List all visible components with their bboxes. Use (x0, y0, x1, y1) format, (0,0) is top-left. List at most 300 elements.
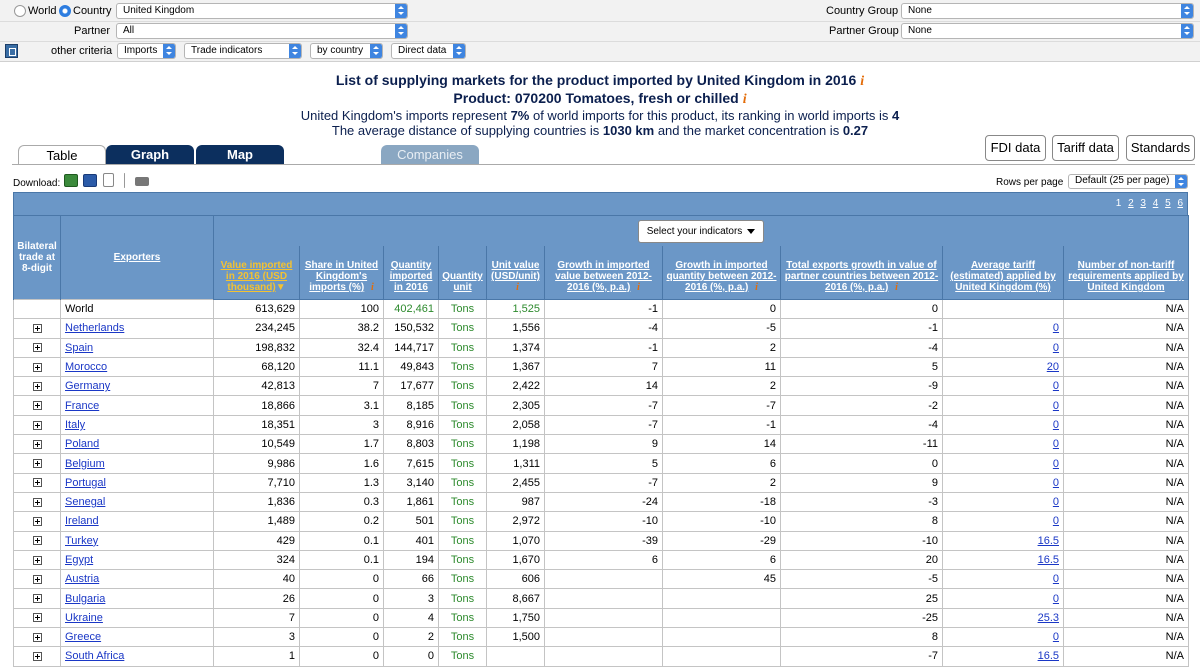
cell-unit: Tons (439, 319, 487, 338)
col-quantity[interactable] (384, 246, 439, 300)
cell-tariff[interactable]: 16.5 (943, 550, 1064, 569)
expand-cell[interactable] (14, 396, 61, 415)
expand-cell[interactable] (14, 608, 61, 627)
table-row (14, 647, 1189, 666)
expand-cell[interactable] (14, 357, 61, 376)
word-icon[interactable] (83, 174, 97, 187)
tariff-data-button[interactable]: Tariff data (1052, 135, 1119, 161)
cell-value: 7 (214, 608, 300, 627)
cell-exporter[interactable]: Egypt (61, 550, 214, 569)
title-text: List of supplying markets for the product imported by United Kingdom in 2016 (335, 72, 857, 88)
cell-gq: -7 (663, 396, 781, 415)
cell-te: -25 (781, 608, 943, 627)
expand-cell[interactable] (14, 492, 61, 511)
cell-gq (663, 608, 781, 627)
cell-gq: -29 (663, 531, 781, 550)
page-link[interactable]: 2 (1128, 198, 1134, 209)
cell-unit: Tons (439, 628, 487, 647)
cell-tariff[interactable]: 0 (943, 473, 1064, 492)
partner-group-value: None (908, 25, 932, 36)
table-row (14, 473, 1189, 492)
tab-map[interactable]: Map (196, 145, 284, 165)
expand-icon[interactable] (33, 382, 42, 391)
expand-cell[interactable] (14, 377, 61, 396)
select-arrow-icon (163, 43, 175, 59)
cell-unit: Tons (439, 550, 487, 569)
cell-unit: Tons (439, 435, 487, 454)
cell-value: 613,629 (214, 300, 300, 319)
cell-exporter[interactable]: Greece (61, 628, 214, 647)
pager-bar (13, 192, 1188, 216)
distance-text-mid: and the market concentration is (654, 123, 843, 138)
partner-group-select[interactable] (901, 23, 1194, 39)
cell-uv: 1,198 (487, 435, 545, 454)
cell-tariff[interactable]: 16.5 (943, 531, 1064, 550)
other-criteria-label: other criteria (51, 45, 113, 57)
cell-share: 7 (300, 377, 384, 396)
cell-qty: 8,916 (384, 415, 439, 434)
expand-icon[interactable] (33, 343, 42, 352)
rows-per-page (996, 177, 1063, 188)
expand-cell[interactable] (14, 415, 61, 434)
cell-value: 1 (214, 647, 300, 666)
cell-ntm: N/A (1064, 628, 1189, 647)
cell-uv: 1,311 (487, 454, 545, 473)
cell-uv: 2,455 (487, 473, 545, 492)
cell-tariff[interactable]: 0 (943, 454, 1064, 473)
distance-text-pre: The average distance of supplying countries is (331, 123, 603, 138)
qty-unit-header[interactable]: Quantity unit (442, 271, 483, 293)
expand-icon[interactable] (33, 556, 42, 565)
expand-icon[interactable] (33, 575, 42, 584)
cell-uv: 2,972 (487, 512, 545, 531)
col-growth-qty[interactable] (663, 246, 781, 300)
cell-exporter[interactable]: Germany (61, 377, 214, 396)
flow-select[interactable] (117, 43, 176, 59)
expand-cell[interactable] (14, 473, 61, 492)
toggle-panel-icon[interactable] (5, 44, 18, 58)
cell-gv: 5 (545, 454, 663, 473)
expand-icon[interactable] (33, 363, 42, 372)
cell-gv: -4 (545, 319, 663, 338)
expand-icon[interactable] (33, 613, 42, 622)
cell-ntm: N/A (1064, 377, 1189, 396)
table-row (14, 531, 1189, 550)
indicators-select[interactable] (184, 43, 302, 59)
bilateral-header: Bilateral trade at 8-digit (17, 241, 57, 274)
cell-tariff[interactable]: 0 (943, 415, 1064, 434)
table-row (14, 319, 1189, 338)
cell-exporter[interactable]: Spain (61, 338, 214, 357)
table-row (14, 377, 1189, 396)
col-exporters[interactable] (61, 216, 214, 300)
cell-unit: Tons (439, 608, 487, 627)
excel-icon[interactable] (64, 174, 78, 187)
table-row (14, 628, 1189, 647)
cell-ntm: N/A (1064, 589, 1189, 608)
cell-share: 0 (300, 628, 384, 647)
cell-exporter[interactable]: Bulgaria (61, 589, 214, 608)
cell-qty: 4 (384, 608, 439, 627)
cell-exporter[interactable]: Poland (61, 435, 214, 454)
expand-icon[interactable] (33, 517, 42, 526)
header-row-top (14, 216, 1189, 246)
country-radio[interactable] (59, 5, 71, 17)
cell-uv: 2,305 (487, 396, 545, 415)
cell-uv: 1,556 (487, 319, 545, 338)
cell-gv: 7 (545, 357, 663, 376)
cell-te: -7 (781, 647, 943, 666)
standards-button[interactable]: Standards (1126, 135, 1195, 161)
info-icon[interactable]: i (860, 74, 865, 89)
share-summary (0, 108, 1200, 123)
share-text-mid: of world imports for this product, its ranking in world imports is (529, 108, 893, 123)
page-link[interactable]: 6 (1177, 198, 1183, 209)
cell-tariff[interactable]: 20 (943, 357, 1064, 376)
cell-gv: -39 (545, 531, 663, 550)
expand-icon[interactable] (33, 324, 42, 333)
col-qty-unit[interactable] (439, 246, 487, 300)
cell-te: -4 (781, 338, 943, 357)
cell-exporter[interactable]: South Africa (61, 647, 214, 666)
cell-unit: Tons (439, 492, 487, 511)
cell-uv: 987 (487, 492, 545, 511)
cell-uv: 1,525 (487, 300, 545, 319)
cell-qty: 1,861 (384, 492, 439, 511)
cell-te: -1 (781, 319, 943, 338)
rows-per-page-select[interactable] (1068, 174, 1188, 189)
cell-tariff[interactable]: 16.5 (943, 647, 1064, 666)
world-label: World (28, 5, 57, 17)
cell-exporter[interactable]: Ukraine (61, 608, 214, 627)
expand-cell[interactable] (14, 435, 61, 454)
partner-label: Partner (74, 25, 111, 37)
col-non-tariff[interactable] (1064, 246, 1189, 300)
table-row (14, 415, 1189, 434)
by-select[interactable] (310, 43, 383, 59)
total-exports-header[interactable]: Total exports growth in value of partner countries between 2012-2016 (%, p.a.) (784, 260, 939, 293)
cell-qty: 2 (384, 628, 439, 647)
cell-tariff[interactable]: 0 (943, 492, 1064, 511)
expand-icon[interactable] (33, 440, 42, 449)
cell-qty: 8,185 (384, 396, 439, 415)
share-pct: 7% (510, 108, 530, 123)
value-header[interactable]: Value imported in 2016 (USD thousand) (220, 260, 293, 293)
expand-icon[interactable] (33, 421, 42, 430)
cell-ntm: N/A (1064, 396, 1189, 415)
cell-qty: 150,532 (384, 319, 439, 338)
page-link[interactable]: 1 (1115, 198, 1122, 209)
cell-gq: 45 (663, 570, 781, 589)
expand-icon[interactable] (33, 401, 42, 410)
cell-gq (663, 628, 781, 647)
cell-gq: 2 (663, 377, 781, 396)
table-row (14, 338, 1189, 357)
cell-share: 0 (300, 570, 384, 589)
cell-gv (545, 647, 663, 666)
cell-gq: 11 (663, 357, 781, 376)
cell-gq: -5 (663, 319, 781, 338)
cell-gv: -7 (545, 396, 663, 415)
cell-uv: 1,500 (487, 628, 545, 647)
expand-cell[interactable] (14, 319, 61, 338)
cell-te: 0 (781, 454, 943, 473)
info-icon[interactable]: i (895, 282, 898, 293)
download-label: Download: (13, 178, 61, 189)
table-row (14, 435, 1189, 454)
expand-cell[interactable] (14, 454, 61, 473)
cell-share: 1.3 (300, 473, 384, 492)
col-growth-value[interactable] (545, 246, 663, 300)
concentration-value: 0.27 (842, 123, 869, 138)
expand-cell[interactable] (14, 570, 61, 589)
tariff-header[interactable]: Average tariff (estimated) applied by United Kingdom (%) (950, 260, 1056, 293)
table-row (14, 512, 1189, 531)
cell-exporter[interactable]: Morocco (61, 357, 214, 376)
page-link[interactable]: 5 (1165, 198, 1171, 209)
cell-gq (663, 589, 781, 608)
col-unit-value[interactable] (487, 246, 545, 300)
select-arrow-icon (395, 23, 407, 39)
cell-tariff[interactable]: 0 (943, 570, 1064, 589)
page-title (0, 72, 1200, 90)
quantity-header[interactable]: Quantity imported in 2016 (389, 260, 433, 293)
cell-value: 9,986 (214, 454, 300, 473)
select-arrow-icon (1181, 23, 1193, 39)
cell-tariff[interactable]: 0 (943, 512, 1064, 531)
cell-gv: -1 (545, 300, 663, 319)
cell-uv: 2,422 (487, 377, 545, 396)
cell-te: 8 (781, 512, 943, 531)
world-radio[interactable] (14, 5, 26, 17)
cell-te: -2 (781, 396, 943, 415)
rows-per-page-value: Default (25 per page) (1075, 175, 1170, 186)
cell-qty: 144,717 (384, 338, 439, 357)
cell-exporter[interactable]: Portugal (61, 473, 214, 492)
cell-gv: -7 (545, 473, 663, 492)
cell-tariff[interactable]: 0 (943, 319, 1064, 338)
info-icon[interactable]: i (637, 282, 640, 293)
growth-qty-header[interactable]: Growth in imported quantity between 2012-2016 (%, p.a.) (666, 260, 777, 293)
cell-tariff[interactable]: 0 (943, 435, 1064, 454)
country-label: Country (73, 5, 112, 17)
cell-value: 10,549 (214, 435, 300, 454)
download-bar (13, 178, 60, 189)
cell-unit: Tons (439, 415, 487, 434)
expand-cell[interactable] (14, 338, 61, 357)
print-icon[interactable] (135, 177, 149, 186)
cell-gq: -18 (663, 492, 781, 511)
cell-exporter[interactable]: Turkey (61, 531, 214, 550)
cell-exporter[interactable]: Senegal (61, 492, 214, 511)
col-share[interactable] (300, 246, 384, 300)
fdi-data-button[interactable]: FDI data (985, 135, 1046, 161)
cell-ntm: N/A (1064, 608, 1189, 627)
cell-share: 0.3 (300, 492, 384, 511)
cell-te: -4 (781, 415, 943, 434)
col-bilateral (14, 216, 61, 300)
cell-qty: 8,803 (384, 435, 439, 454)
cell-tariff[interactable]: 25.3 (943, 608, 1064, 627)
cell-value: 198,832 (214, 338, 300, 357)
cell-uv: 1,670 (487, 550, 545, 569)
cell-value: 26 (214, 589, 300, 608)
info-icon[interactable]: i (371, 282, 374, 293)
tab-companies[interactable]: Companies (381, 145, 479, 165)
expand-icon[interactable] (33, 498, 42, 507)
cell-exporter[interactable]: Belgium (61, 454, 214, 473)
cell-unit: Tons (439, 357, 487, 376)
cell-te: 25 (781, 589, 943, 608)
cell-tariff[interactable]: 0 (943, 628, 1064, 647)
select-indicators-label: Select your indicators (646, 226, 743, 238)
cell-ntm: N/A (1064, 319, 1189, 338)
sort-desc-icon: ▼ (275, 282, 286, 293)
cell-share: 11.1 (300, 357, 384, 376)
cell-gq: 2 (663, 473, 781, 492)
indicators-header (214, 216, 1189, 246)
info-icon[interactable]: i (755, 282, 758, 293)
country-select-value: United Kingdom (123, 5, 195, 16)
cell-exporter[interactable]: France (61, 396, 214, 415)
select-arrow-icon (1181, 3, 1193, 19)
cell-exporter[interactable]: Austria (61, 570, 214, 589)
expand-icon[interactable] (33, 594, 42, 603)
cell-te: 8 (781, 628, 943, 647)
page-link[interactable]: 3 (1140, 198, 1146, 209)
exporters-header[interactable]: Exporters (113, 252, 161, 263)
partner-select[interactable] (116, 23, 408, 39)
cell-share: 1.6 (300, 454, 384, 473)
expand-icon[interactable] (33, 478, 42, 487)
expand-cell[interactable] (14, 589, 61, 608)
cell-share: 3.1 (300, 396, 384, 415)
cell-exporter[interactable]: Netherlands (61, 319, 214, 338)
expand-icon[interactable] (33, 536, 42, 545)
filter-panel (0, 0, 1200, 62)
cell-qty: 401 (384, 531, 439, 550)
table-row (14, 454, 1189, 473)
cell-value: 42,813 (214, 377, 300, 396)
country-select[interactable] (116, 3, 408, 19)
cell-uv: 2,058 (487, 415, 545, 434)
col-tariff[interactable] (943, 246, 1064, 300)
cell-value: 40 (214, 570, 300, 589)
cell-te: -11 (781, 435, 943, 454)
cell-uv: 606 (487, 570, 545, 589)
info-icon[interactable]: i (742, 92, 747, 107)
cell-share: 0.1 (300, 531, 384, 550)
cell-exporter[interactable]: Ireland (61, 512, 214, 531)
cell-gq (663, 647, 781, 666)
cell-value: 18,866 (214, 396, 300, 415)
page-titles (0, 72, 1200, 138)
cell-ntm: N/A (1064, 531, 1189, 550)
cell-te: 9 (781, 473, 943, 492)
expand-cell[interactable] (14, 647, 61, 666)
cell-ntm: N/A (1064, 357, 1189, 376)
cell-gq: 0 (663, 300, 781, 319)
cell-share: 1.7 (300, 435, 384, 454)
cell-qty: 7,615 (384, 454, 439, 473)
country-group-select[interactable] (901, 3, 1194, 19)
expand-icon[interactable] (33, 633, 42, 642)
expand-cell[interactable] (14, 550, 61, 569)
cell-gq: -1 (663, 415, 781, 434)
cell-ntm: N/A (1064, 454, 1189, 473)
cell-share: 0 (300, 647, 384, 666)
distance-value: 1030 km (602, 123, 655, 138)
expand-cell[interactable] (14, 512, 61, 531)
cell-tariff[interactable]: 0 (943, 338, 1064, 357)
cell-qty: 501 (384, 512, 439, 531)
cell-unit: Tons (439, 570, 487, 589)
cell-value: 324 (214, 550, 300, 569)
cell-te: -10 (781, 531, 943, 550)
table-row (14, 396, 1189, 415)
non-tariff-header[interactable]: Number of non-tariff requirements applied by United Kingdom (1068, 260, 1184, 293)
cell-qty: 402,461 (384, 300, 439, 319)
unit-value-header[interactable]: Unit value (USD/unit) (491, 260, 540, 282)
share-header[interactable]: Share in United Kingdom's imports (%) (304, 260, 379, 293)
cell-share: 100 (300, 300, 384, 319)
expand-icon[interactable] (33, 652, 42, 661)
cell-qty: 3,140 (384, 473, 439, 492)
page-link[interactable]: 4 (1152, 198, 1159, 209)
cell-share: 0.2 (300, 512, 384, 531)
cell-te: -3 (781, 492, 943, 511)
select-arrow-icon (1175, 174, 1187, 189)
growth-value-header[interactable]: Growth in imported value between 2012-2016 (%, p.a.) (555, 260, 652, 293)
country-group-value: None (908, 5, 932, 16)
cell-gv: 9 (545, 435, 663, 454)
cell-tariff[interactable]: 0 (943, 396, 1064, 415)
cell-unit: Tons (439, 300, 487, 319)
pagination (1112, 198, 1183, 209)
cell-gv: -7 (545, 415, 663, 434)
expand-cell[interactable] (14, 628, 61, 647)
cell-unit: Tons (439, 473, 487, 492)
cell-value: 234,245 (214, 319, 300, 338)
cell-exporter[interactable]: Italy (61, 415, 214, 434)
text-file-icon[interactable] (103, 173, 114, 187)
tab-graph[interactable]: Graph (106, 145, 194, 165)
tab-table[interactable]: Table (18, 145, 106, 165)
col-value[interactable] (214, 246, 300, 300)
select-arrow-icon (289, 43, 301, 59)
cell-gq: 14 (663, 435, 781, 454)
cell-unit: Tons (439, 531, 487, 550)
expand-cell[interactable] (14, 531, 61, 550)
cell-qty: 0 (384, 647, 439, 666)
data-type-select[interactable] (391, 43, 466, 59)
cell-qty: 49,843 (384, 357, 439, 376)
cell-qty: 194 (384, 550, 439, 569)
cell-gv: -1 (545, 338, 663, 357)
cell-unit: Tons (439, 647, 487, 666)
cell-te: 0 (781, 300, 943, 319)
rows-per-page-label: Rows per page (996, 177, 1064, 188)
product-text: Product: 070200 Tomatoes, fresh or chilled (453, 90, 739, 106)
cell-tariff[interactable]: 0 (943, 377, 1064, 396)
info-icon[interactable]: i (516, 282, 519, 293)
select-indicators-button[interactable] (638, 220, 765, 243)
cell-gv (545, 589, 663, 608)
cell-gv: -10 (545, 512, 663, 531)
col-total-exports[interactable] (781, 246, 943, 300)
expand-icon[interactable] (33, 459, 42, 468)
cell-tariff[interactable]: 0 (943, 589, 1064, 608)
